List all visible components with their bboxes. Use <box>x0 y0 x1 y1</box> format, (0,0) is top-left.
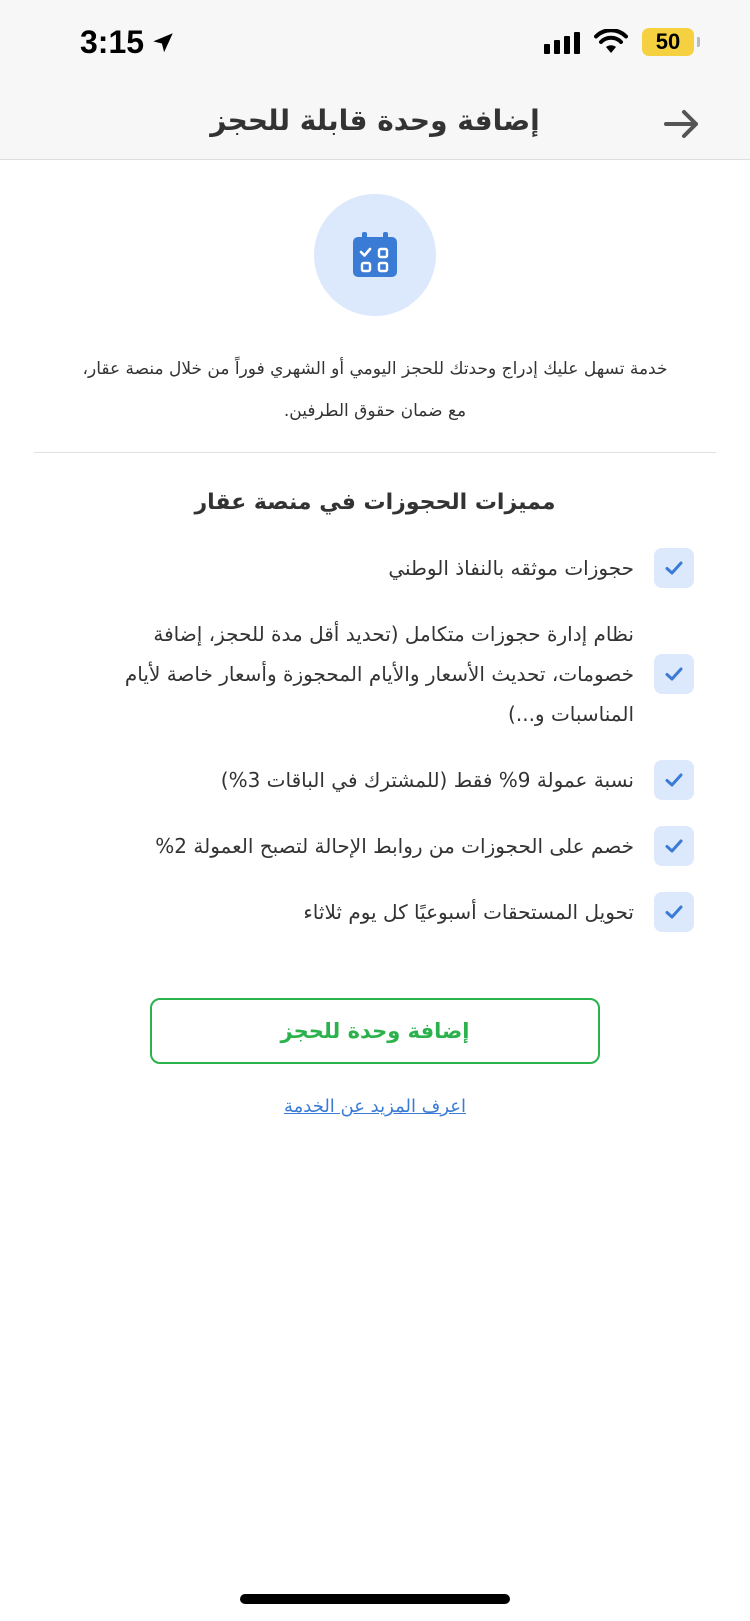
learn-more-link[interactable]: اعرف المزيد عن الخدمة <box>283 1096 467 1117</box>
divider <box>34 452 716 453</box>
checkmark-icon <box>654 760 694 800</box>
battery-icon <box>642 28 694 56</box>
wifi-icon <box>594 29 628 55</box>
feature-item <box>76 614 694 734</box>
checkmark-icon <box>654 892 694 932</box>
cellular-signal-icon <box>544 30 580 54</box>
features-title: مميزات الحجوزات في منصة عقار <box>194 490 556 515</box>
home-indicator[interactable] <box>240 1594 510 1604</box>
checkmark-icon <box>654 826 694 866</box>
intro-line-2: مع ضمان حقوق الطرفين. <box>283 401 467 421</box>
add-unit-button[interactable]: إضافة وحدة للحجز <box>150 998 600 1064</box>
hero-icon-circle <box>314 194 436 316</box>
feature-label: حجوزات موثقه بالنفاذ الوطني <box>388 556 634 580</box>
feature-item <box>76 892 694 932</box>
features-list <box>76 548 694 958</box>
status-icons <box>544 28 694 56</box>
battery-level: 50 <box>655 29 681 54</box>
calendar-icon <box>347 227 403 283</box>
intro-line-1: خدمة تسهل عليك إدراج وحدتك للحجز اليومي أو الشهري فوراً من خلال منصة عقار، <box>82 359 668 379</box>
feature-label: نظام إدارة حجوزات متكامل (تحديد أقل مدة للحجز، إضافة خصومات، تحديث الأسعار والأيام المحجوزة وأسعار خاصة لأيام المناسبات و...) <box>124 622 634 726</box>
intro-text <box>34 348 716 432</box>
feature-item <box>76 548 694 588</box>
status-time-group <box>80 24 176 61</box>
nav-bar <box>0 88 750 160</box>
page-title: إضافة وحدة قابلة للحجز <box>210 104 540 137</box>
feature-item <box>76 826 694 866</box>
location-arrow-icon <box>150 30 176 56</box>
status-bar <box>0 0 750 88</box>
feature-label: خصم على الحجوزات من روابط الإحالة لتصبح العمولة 2% <box>155 834 634 858</box>
feature-label: تحويل المستحقات أسبوعيًا كل يوم ثلاثاء <box>303 900 634 924</box>
arrow-right-icon[interactable] <box>660 102 704 146</box>
checkmark-icon <box>654 654 694 694</box>
feature-label: نسبة عمولة 9% فقط (للمشترك في الباقات 3%) <box>220 768 634 792</box>
status-time: 3:15 <box>80 24 145 60</box>
feature-item <box>76 760 694 800</box>
checkmark-icon <box>654 548 694 588</box>
